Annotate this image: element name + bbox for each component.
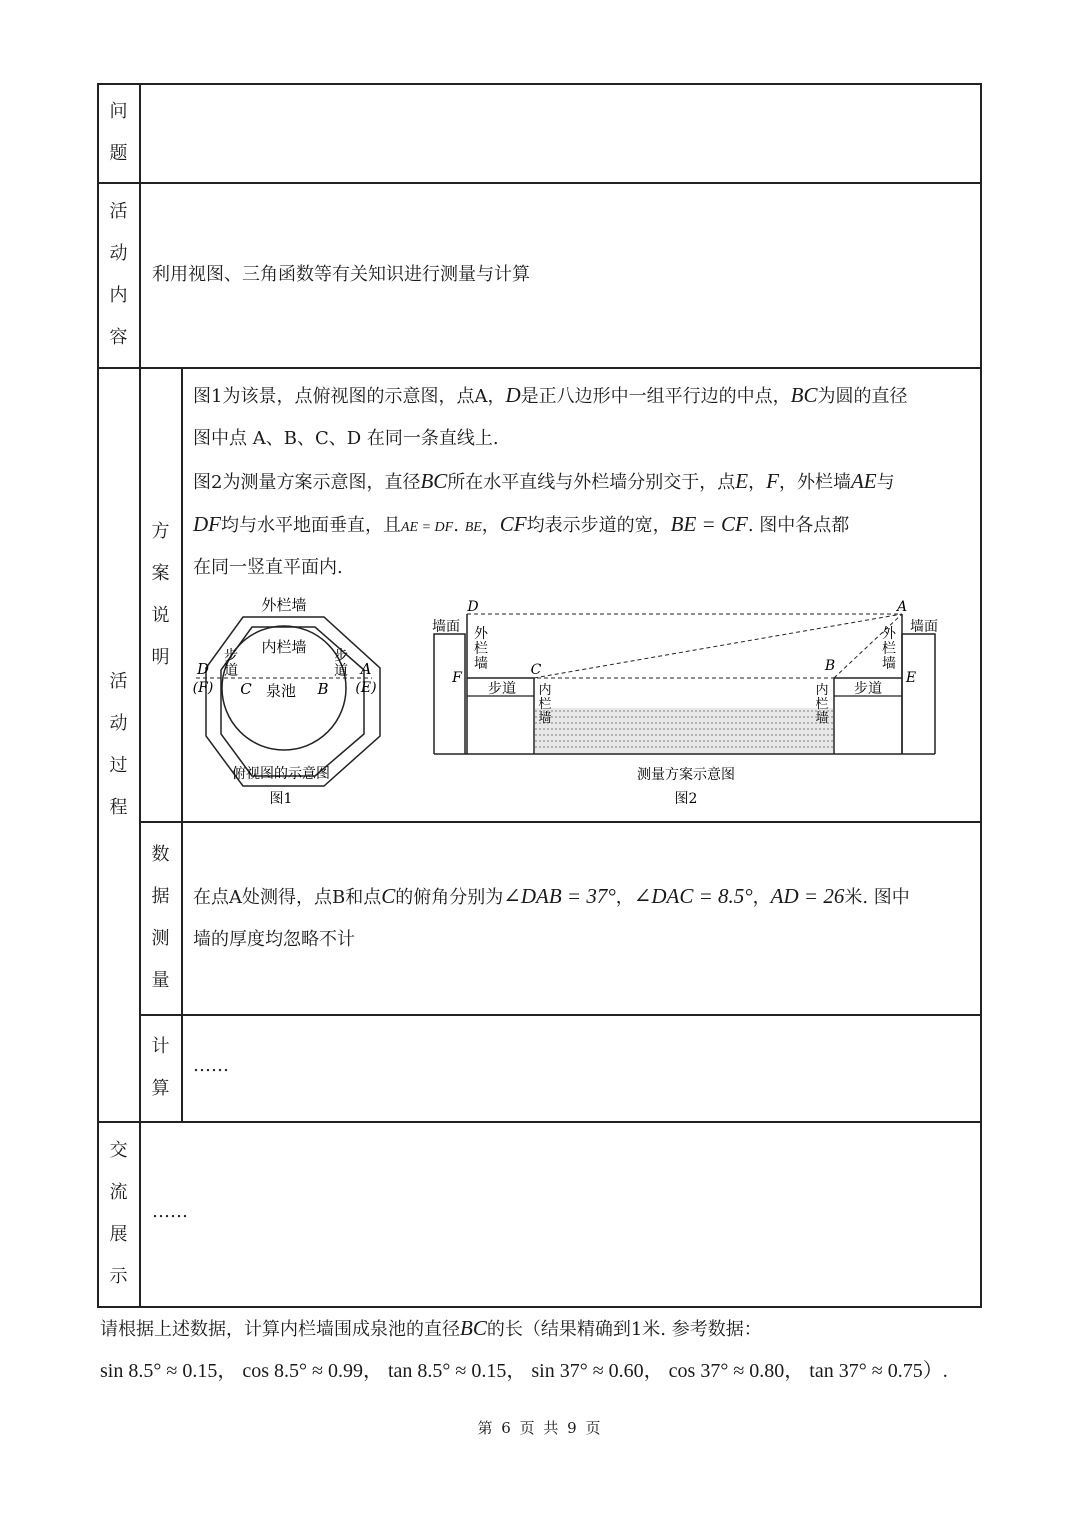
fig1-pool-label: 泉池 bbox=[265, 682, 297, 700]
page-footer: 第 6 页 共 9 页 bbox=[477, 1419, 603, 1437]
fig1-caption-number: 图1 bbox=[269, 791, 293, 807]
plan-line-3 bbox=[193, 460, 895, 504]
label-data bbox=[140, 822, 181, 1014]
text-run: 是正八边形中一组平行边的中点， bbox=[520, 386, 791, 407]
text-run: 均表示步道的宽， bbox=[526, 515, 671, 536]
label-char: 案 bbox=[151, 562, 170, 584]
math-var: F bbox=[766, 469, 779, 493]
label-char: 算 bbox=[151, 1078, 170, 1099]
label-char: 活 bbox=[109, 670, 128, 692]
plan-line-2: 图中点 A、B、C、D 在同一条直线上. bbox=[193, 428, 499, 449]
fig2-walkway-right-label: 步道 bbox=[854, 681, 882, 697]
question-line-1 bbox=[100, 1307, 762, 1351]
label-char: 计 bbox=[151, 1036, 170, 1057]
label-process bbox=[98, 368, 139, 1121]
fig2-inner-wall-left-label: 墙 bbox=[538, 711, 552, 726]
label-char: 明 bbox=[151, 646, 170, 668]
text-run: ， bbox=[752, 887, 771, 908]
fig1-caption: 俯视图的示意图 bbox=[232, 766, 330, 782]
math-expr: ∠DAB = 37° bbox=[503, 884, 616, 908]
label-char: 程 bbox=[109, 796, 128, 818]
fig2-wall-label-right: 墙面 bbox=[910, 619, 938, 635]
fig2-point-A: A bbox=[896, 599, 908, 615]
row-divider bbox=[97, 367, 982, 369]
math-var: D bbox=[505, 383, 521, 407]
fig2-caption-number: 图2 bbox=[674, 791, 698, 807]
label-char: 容 bbox=[109, 327, 128, 348]
label-char: 展 bbox=[109, 1224, 128, 1245]
label-plan bbox=[140, 368, 181, 821]
fig2-inner-wall-left-label: 内 bbox=[538, 683, 552, 698]
fig2-point-F: F bbox=[452, 670, 462, 686]
fig1-point-E: (E) bbox=[355, 680, 377, 696]
label-content bbox=[98, 183, 139, 367]
label-char: 动 bbox=[109, 243, 128, 264]
fig2-walkway-left-label: 步道 bbox=[488, 681, 516, 697]
text-run: 所在水平直线与外栏墙分别交于，点 bbox=[447, 472, 736, 493]
fig2-outer-wall-right-label: 外 bbox=[882, 626, 896, 642]
text-run: 均与水平地面垂直，且 bbox=[221, 515, 401, 536]
plan-line-5: 在同一竖直平面内. bbox=[193, 557, 343, 578]
math-var: E bbox=[735, 469, 749, 493]
text-run: 为圆的直径 bbox=[817, 386, 908, 407]
fig1-outer-wall-label: 外栏墙 bbox=[261, 596, 307, 614]
row-divider bbox=[139, 821, 982, 823]
math-expr: BE = CF bbox=[670, 512, 748, 536]
exchange-content: …… bbox=[152, 1201, 188, 1222]
fig2-inner-wall-right-label: 墙 bbox=[815, 711, 829, 726]
text-run: . bbox=[453, 515, 459, 536]
label-calc bbox=[140, 1015, 181, 1121]
table-border-top bbox=[97, 83, 982, 85]
fig2-outer-wall-left-label: 墙 bbox=[474, 656, 488, 672]
math-expr: AD = 26 bbox=[770, 884, 845, 908]
row-divider bbox=[97, 1121, 982, 1123]
fig2-inner-wall-left-label: 栏 bbox=[538, 697, 552, 712]
text-run: 图1为该景，点俯视图的示意图，点A， bbox=[193, 386, 506, 407]
text-run: 的长（结果精确到1米. 参考数据： bbox=[486, 1319, 762, 1340]
label-char: 说 bbox=[151, 604, 170, 626]
label-char: 交 bbox=[109, 1140, 128, 1161]
label-char: 流 bbox=[109, 1182, 128, 1203]
text-run: 图2为测量方案示意图，直径 bbox=[193, 472, 421, 493]
fig2-point-E: E bbox=[905, 670, 917, 686]
figure-1 bbox=[186, 588, 404, 813]
fig2-inner-wall-right-label: 栏 bbox=[815, 697, 829, 712]
label-char: 过 bbox=[109, 754, 128, 776]
activity-content-text: 利用视图、三角函数等有关知识进行测量与计算 bbox=[152, 264, 530, 285]
math-expr: ∠DAC = 8.5° bbox=[633, 884, 753, 908]
data-line-1 bbox=[193, 875, 910, 919]
fig2-outer-wall-right-label: 栏 bbox=[882, 641, 896, 657]
fig1-path-left: 步 bbox=[224, 648, 238, 664]
fig1-point-F: (F) bbox=[192, 680, 214, 696]
math-var: BC bbox=[420, 469, 448, 493]
fig2-inner-wall-right-label: 内 bbox=[815, 683, 829, 698]
fig2-line-AC bbox=[534, 614, 902, 678]
fig1-path-right: 步 bbox=[334, 648, 348, 664]
fig2-outer-wall-left-label: 栏 bbox=[474, 641, 488, 657]
figure-2 bbox=[424, 596, 950, 813]
fig1-point-D: D bbox=[196, 660, 210, 678]
fig2-wall-label-left: 墙面 bbox=[432, 619, 460, 635]
fig1-point-A: A bbox=[360, 660, 372, 678]
label-char: 方 bbox=[151, 520, 170, 542]
fig2-caption: 测量方案示意图 bbox=[637, 767, 735, 783]
calc-content: …… bbox=[193, 1055, 229, 1076]
text-run: ，外栏墙 bbox=[778, 472, 851, 493]
label-char: 量 bbox=[151, 970, 170, 991]
text-run: ， bbox=[481, 515, 500, 536]
fig2-point-D: D bbox=[467, 599, 479, 615]
data-line-2: 墙的厚度均忽略不计 bbox=[193, 929, 355, 950]
label-char: 示 bbox=[109, 1266, 128, 1287]
math-var: DF bbox=[193, 512, 221, 536]
text-run: 请根据上述数据，计算内栏墙围成泉池的直径 bbox=[100, 1319, 460, 1340]
label-exchange bbox=[98, 1122, 139, 1306]
text-run: 米. 图中 bbox=[844, 887, 910, 908]
fig2-point-C: C bbox=[530, 662, 542, 678]
fig2-outer-wall-left-label: 外 bbox=[474, 626, 488, 642]
label-problem bbox=[98, 84, 139, 182]
label-char: 据 bbox=[151, 886, 170, 907]
fig2-outer-wall-right-label: 墙 bbox=[882, 656, 896, 672]
math-var: BC bbox=[790, 383, 818, 407]
label-char: 数 bbox=[151, 844, 170, 865]
math-var: CF bbox=[499, 512, 527, 536]
row-divider bbox=[97, 182, 982, 184]
math-var: BE bbox=[464, 520, 482, 535]
math-expr: AE = DF bbox=[401, 520, 454, 535]
fig1-path-right: 道 bbox=[334, 663, 348, 679]
plan-line-1 bbox=[193, 374, 907, 418]
plan-line-4 bbox=[193, 503, 849, 549]
math-var: AE bbox=[850, 469, 877, 493]
fig2-point-B: B bbox=[824, 658, 836, 674]
label-char: 内 bbox=[109, 285, 128, 306]
question-line-2: sin 8.5° ≈ 0.15， cos 8.5° ≈ 0.99， tan 8.5° ≈ 0.15， sin 37° ≈ 0.60， cos 37° ≈ 0.80， tan 37° ≈ 0.75）. bbox=[100, 1360, 948, 1382]
table-border-right bbox=[980, 83, 982, 1307]
fig1-point-C: C bbox=[240, 680, 252, 698]
row-divider bbox=[139, 1014, 982, 1016]
label-char: 动 bbox=[109, 712, 128, 734]
math-var: C bbox=[381, 884, 396, 908]
table-divider-sublabel bbox=[181, 367, 183, 1122]
text-run: . 图中各点都 bbox=[747, 515, 850, 536]
label-char: 活 bbox=[109, 201, 128, 222]
text-run: 在点A处测得，点B和点 bbox=[193, 887, 382, 908]
label-char: 题 bbox=[109, 143, 128, 164]
label-char: 问 bbox=[109, 101, 128, 122]
fig1-point-B: B bbox=[317, 680, 329, 698]
text-run: 与 bbox=[876, 472, 895, 493]
fig1-path-left: 道 bbox=[224, 663, 238, 679]
fig2-right-wall bbox=[902, 634, 935, 754]
text-run: 的俯角分别为 bbox=[395, 887, 504, 908]
label-char: 测 bbox=[151, 928, 170, 949]
text-run: ， bbox=[615, 887, 634, 908]
math-var: BC bbox=[460, 1316, 487, 1340]
fig2-left-wall bbox=[434, 634, 465, 754]
fig1-inner-wall-label: 内栏墙 bbox=[261, 638, 307, 656]
text-run: ， bbox=[748, 472, 767, 493]
fig2-pool-water bbox=[535, 708, 833, 753]
